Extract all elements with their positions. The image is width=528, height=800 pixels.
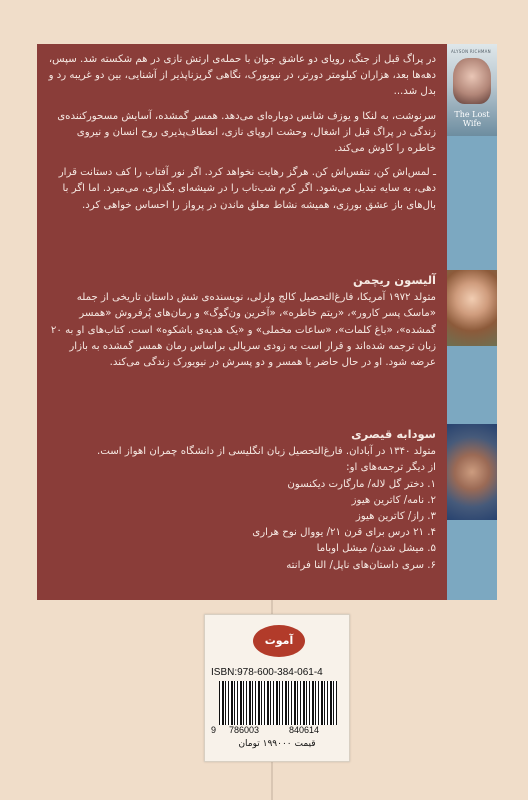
translator-photo [447,424,497,520]
author-section [48,272,436,379]
author-photo [447,270,497,346]
list-item: ۴. ۲۱ درس برای قرن ۲۱/ یووال نوح هراری [252,527,436,539]
price-sticker [204,614,350,762]
cover-portrait [453,58,491,104]
list-item: ۶. سری داستان‌های ناپل/ النا فرانته [286,559,436,571]
blurb-paragraph-3: ـ لمس‌اش کن، تنفس‌اش کن. هرگز رهایت نخواهد کرد. اگر نور آفتاب را کف دستانت قرار دهی، به سایه تبدیل می‌شود. اگر کرم شب‌تاب را در شیشه‌ای بگذاری، می‌میرد. اما اگر با بال‌های باز عشق بورزی، همیشه نشاط معلق ماندن در پرواز را احساس خواهی کرد. [58,167,436,211]
isbn-text: ISBN:978-600-384-061-4 [211,667,323,678]
barcode [219,681,337,725]
list-item: ۵. میشل شدن/ میشل اوباما [316,543,436,555]
barcode-right-group: 840614 [289,725,320,735]
translator-name: سودابه قیصری [351,427,436,441]
list-item: ۱. دختر گل لاله/ مارگارت دیکنسون [287,478,436,490]
translator-section [48,426,436,574]
cover-author: ALYSON RICHMAN [451,49,491,54]
barcode-first-digit: 9 [211,725,217,735]
blurb [48,52,436,222]
list-item: ۳. راز/ کاترین هیوز [355,511,436,523]
translator-bio-text: متولد ۱۳۴۰ در آبادان. فارغ‌التحصیل زبان انگلیسی از دانشگاه چمران اهواز است. [97,446,436,458]
barcode-left-group: 786003 [229,725,260,735]
publisher-logo [253,625,305,657]
book-cover-thumbnail [447,44,497,136]
blurb-paragraph-1: در پراگ قبل از جنگ، رویای دو عاشق جوان با حمله‌ی ارتش نازی در هم شکسته شد. سپس، دهه‌ها بعد، هزاران کیلومتر دورتر، در نیویورک، نگاهی گریزناپذیر از آشنایی، بین دو غریبه رد و بدل شد... [48,54,436,98]
cover-title: The Lost Wife [454,110,490,128]
translator-list-heading: از دیگر ترجمه‌های او: [346,462,436,474]
author-bio-text: متولد ۱۹۷۲ آمریکا، فارغ‌التحصیل کالج ولزلی، نویسنده‌ی شش داستان تاریخی از جمله «ماسک پسر کارور»، «ریتم خاطره»، «آخرین ون‌گوگ» و رمان‌های پُرفروش «همسر گمشده»، «باغ کلمات»، «ساعات مخملی» و «یک هدیه‌ی باشکوه» است. کتاب‌های او به ۲۰ زبان ترجمه شده‌اند و قرار است به زودی سریالی براساس رمان همسر گمشده به بازار عرضه شود. او در حال حاضر با همسر و دو پسرش در نیویورک زندگی می‌کند. [50,292,436,369]
translator-works-list [48,477,436,574]
price-text: قیمت ۱۹۹۰۰۰ تومان [238,739,316,749]
author-name: آلیسون ریچمن [353,273,436,287]
blurb-paragraph-2: سرنوشت، به لنکا و یوزف شانس دوباره‌ای می‌دهد. همسر گمشده، آسایش مسحورکننده‌ی زندگی در پراگ قبل از اشغال، وحشت اروپای نازی، انعطاف‌پذیری روح انسان و نیروی خاطره را کاوش می‌کند. [57,110,436,155]
list-item: ۲. نامه/ کاترین هیوز [351,494,436,506]
publisher-logo-text: آموت [264,634,294,647]
